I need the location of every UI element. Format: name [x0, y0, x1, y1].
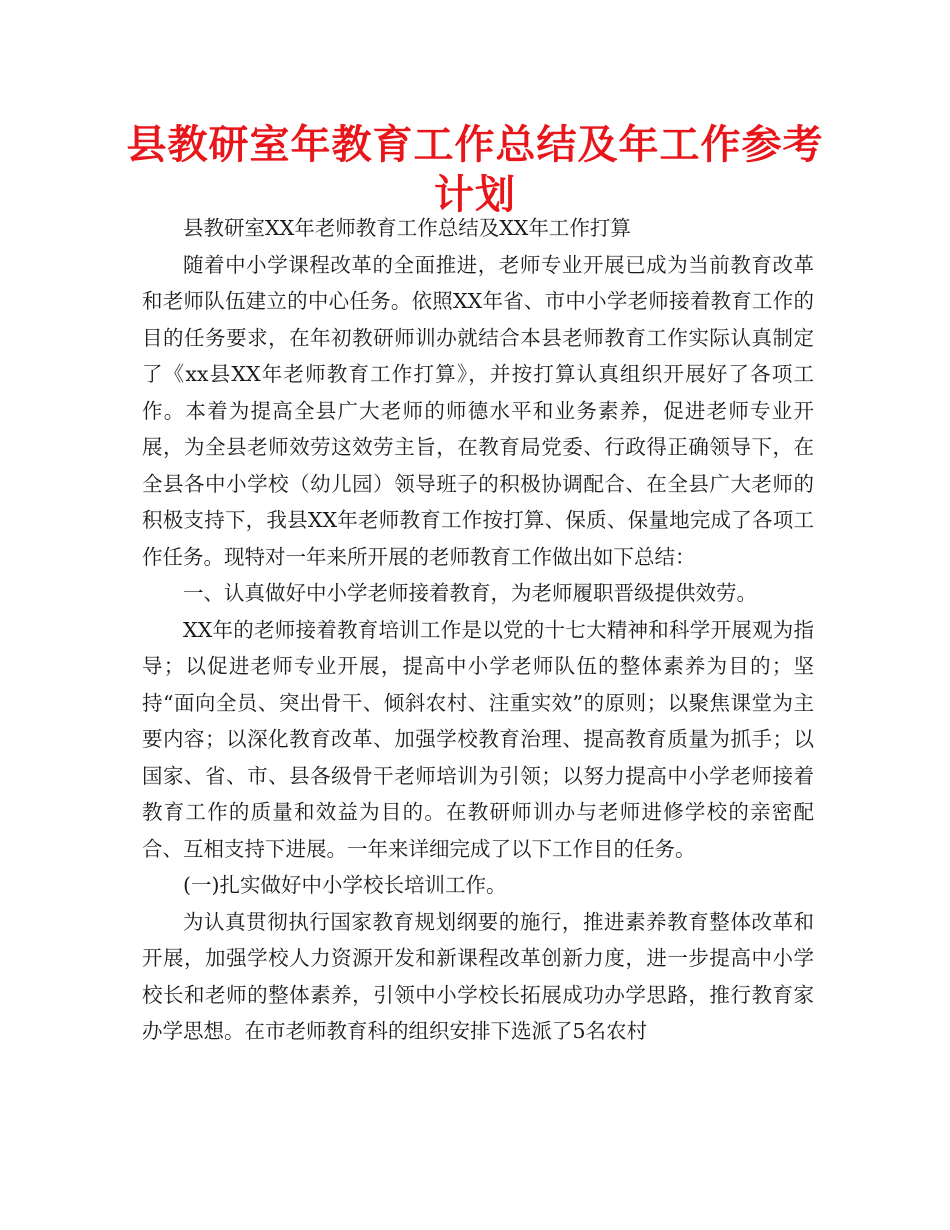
body-paragraph: 为认真贯彻执行国家教育规划纲要的施行，推进素养教育整体改革和开展，加强学校人力资源开发和新课程改革创新力度，进一步提高中小学校长和老师的整体素养，引领中小学校长拓展成功办学思路，推行教育家办学思想。在市老师教育科的组织安排下选派了5名农村 [142, 909, 814, 1043]
subsection-heading: (一)扎实做好中小学校长培训工作。 [183, 873, 507, 897]
document-body [142, 210, 814, 1050]
document-title: 县教研室年教育工作总结及年工作参考计划 [126, 122, 824, 218]
body-paragraph: XX年的老师接着教育培训工作是以党的十七大精神和科学开展观为指导；以促进老师专业开展，提高中小学老师队伍的整体素养为目的；坚持“面向全员、突出骨干、倾斜农村、注重实效”的原则；以聚焦课堂为主要内容；以深化教育改革、加强学校教育治理、提高教育质量为抓手；以国家、省、市、县各级骨干老师培训为引领；以努力提高中小学老师接着教育工作的质量和效益为目的。在教研师训办与老师进修学校的亲密配合、互相支持下进展。一年来详细完成了以下工作目的任务。 [142, 617, 814, 861]
body-paragraph-subtitle: 县教研室XX年老师教育工作总结及XX年工作打算 [183, 216, 631, 240]
section-heading: 一、认真做好中小学老师接着教育，为老师履职晋级提供效劳。 [183, 581, 757, 605]
body-paragraph: 随着中小学课程改革的全面推进，老师专业开展已成为当前教育改革和老师队伍建立的中心任务。依照XX年省、市中小学老师接着教育工作的目的任务要求，在年初教研师训办就结合本县老师教育工作实际认真制定了《xx县XX年老师教育工作打算》，并按打算认真组织开展好了各项工作。本着为提高全县广大老师的师德水平和业务素养，促进老师专业开展，为全县老师效劳这效劳主旨，在教育局党委、行政得正确领导下，在全县各中小学校（幼儿园）领导班子的积极协调配合、在全县广大老师的积极支持下，我县XX年老师教育工作按打算、保质、保量地完成了各项工作任务。现特对一年来所开展的老师教育工作做出如下总结： [142, 252, 814, 569]
